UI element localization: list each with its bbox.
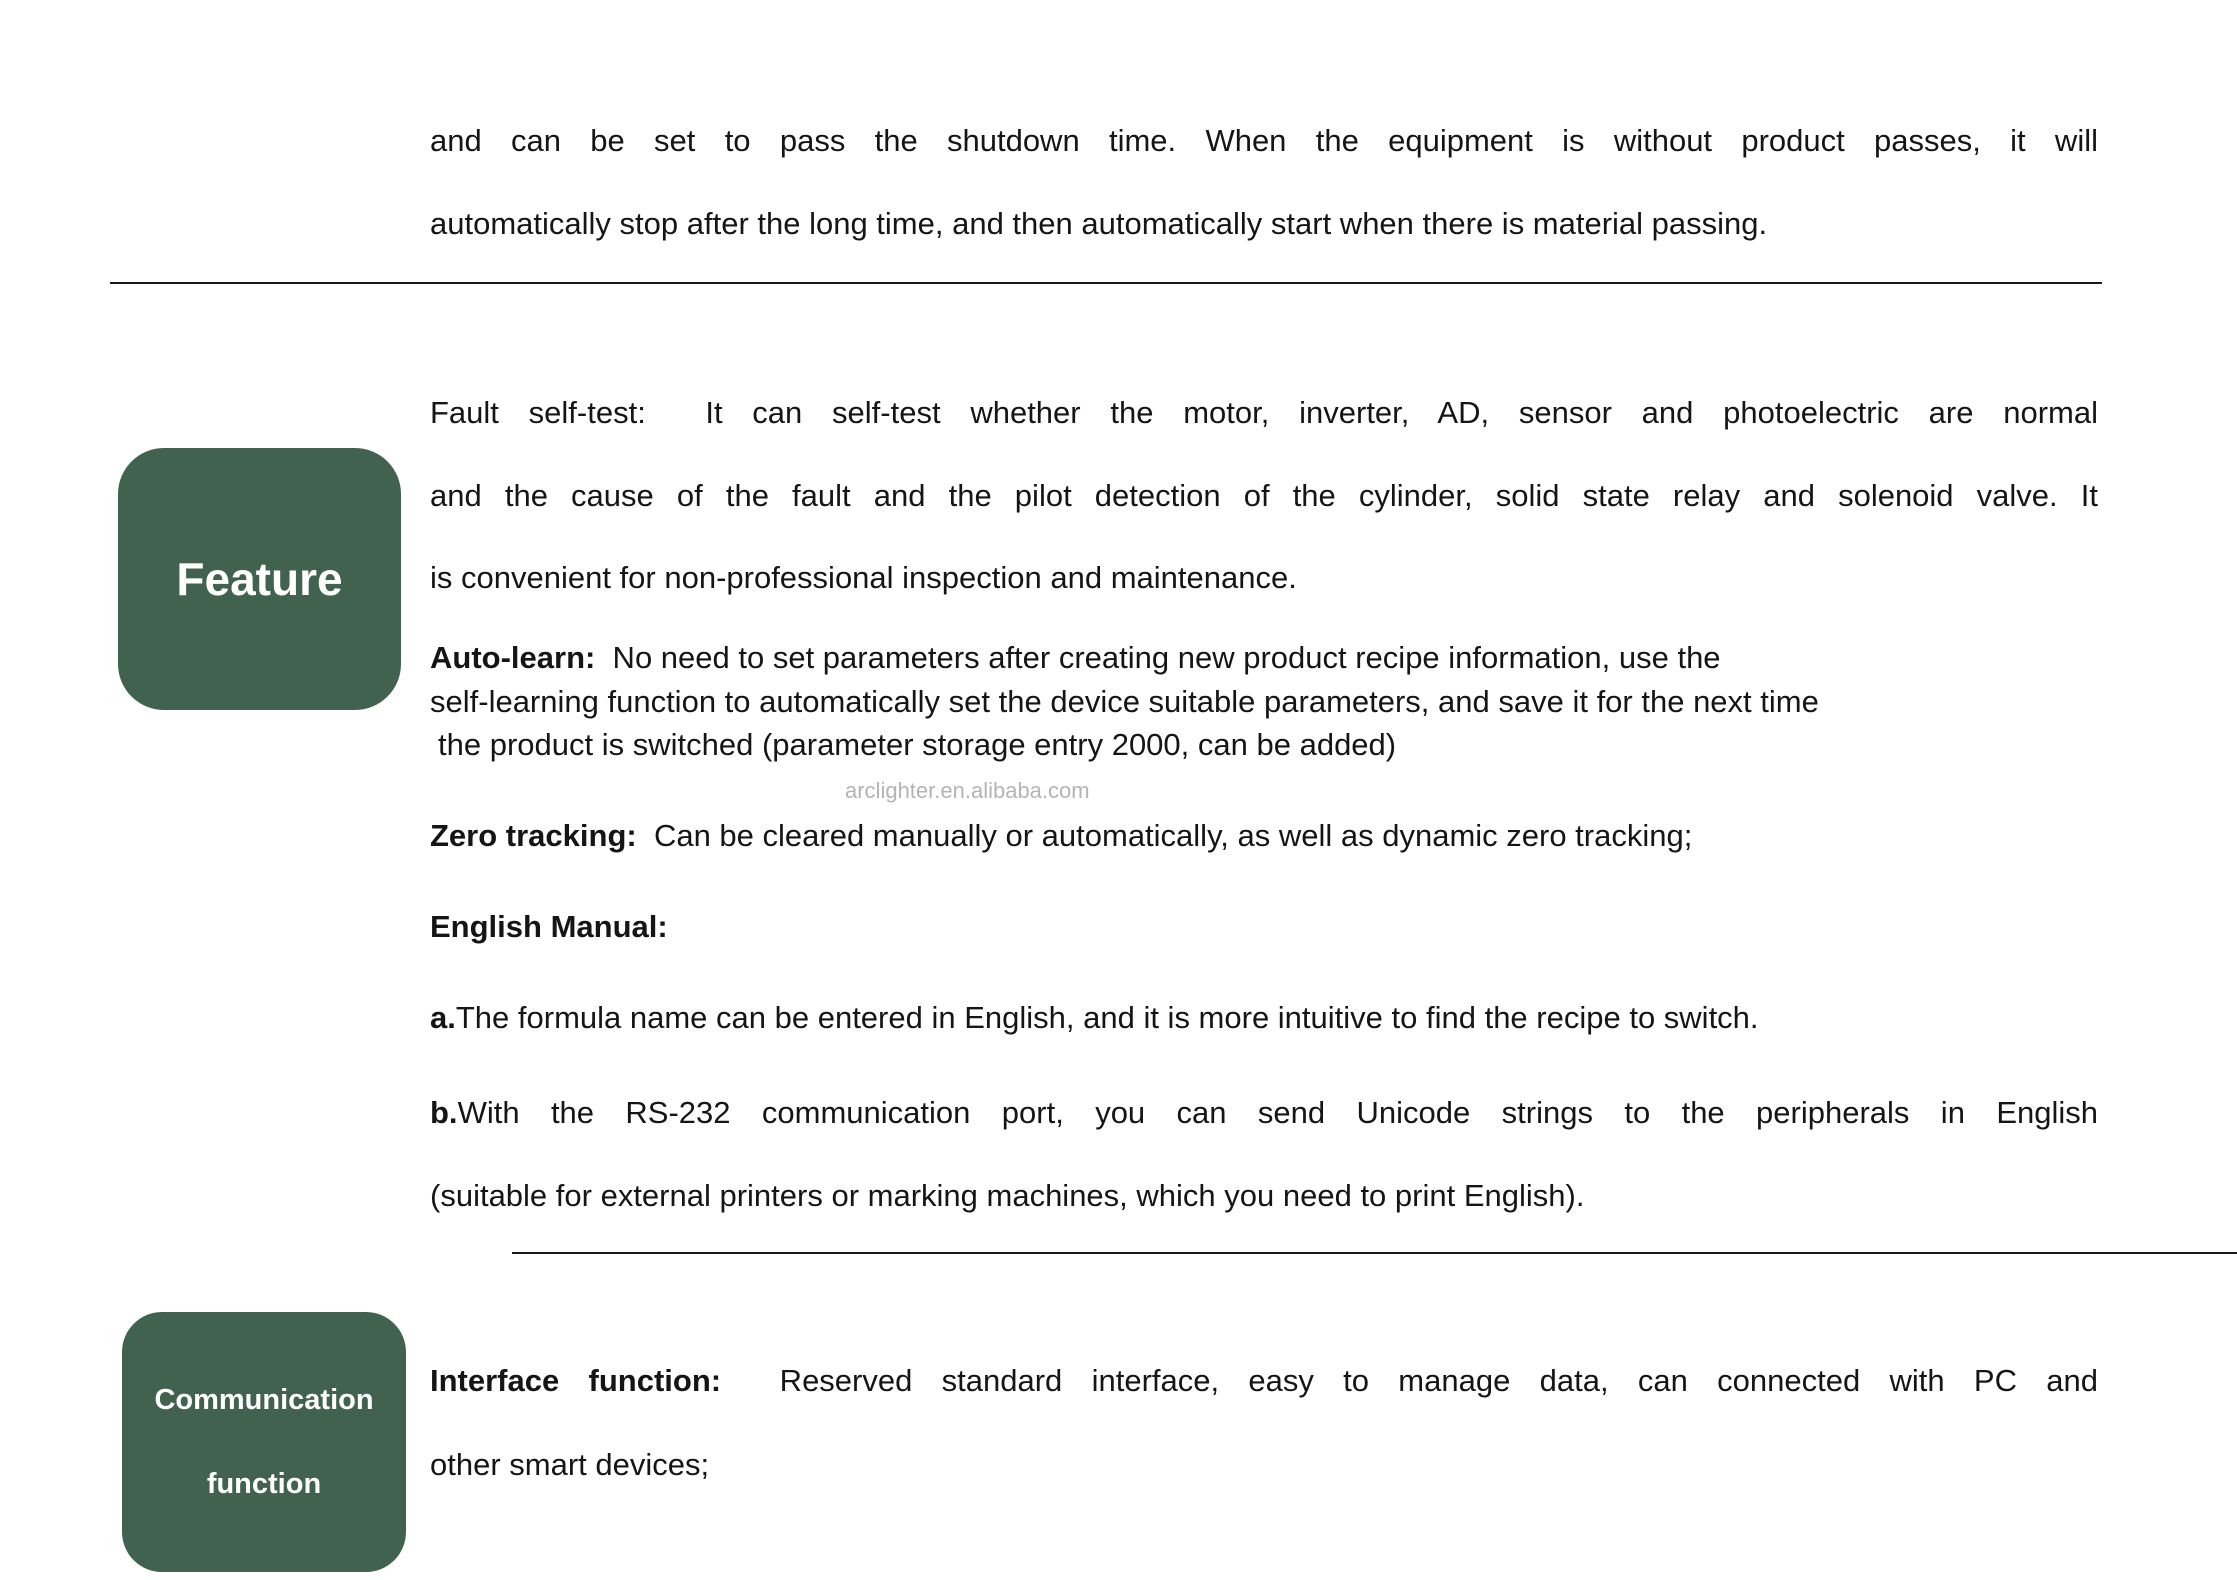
auto-learn-line-2 bbox=[430, 683, 2098, 720]
english-manual-heading: English Manual: bbox=[430, 909, 668, 944]
auto-learn-line-3 bbox=[438, 726, 2106, 763]
communication-tag-label-line-1: Communication bbox=[154, 1384, 374, 1416]
intro-text-2: automatically stop after the long time, and then automatically start when there is material passing. bbox=[430, 206, 1768, 241]
item-b-marker: b. bbox=[430, 1095, 458, 1130]
auto-learn-line-1 bbox=[430, 639, 2098, 676]
separator-line-bottom bbox=[512, 1252, 2237, 1254]
item-b-text-1: With the RS-232 communication port, you can send Unicode strings to the peripherals in English bbox=[457, 1095, 2098, 1130]
item-a-text: The formula name can be entered in English, and it is more intuitive to find the recipe to switch. bbox=[455, 1000, 1759, 1035]
english-manual-heading-line bbox=[430, 908, 2098, 945]
interface-function-text-2: other smart devices; bbox=[430, 1447, 710, 1482]
item-b-text-2: (suitable for external printers or marking machines, which you need to print English). bbox=[430, 1178, 1585, 1213]
feature-tag-label: Feature bbox=[176, 553, 343, 605]
interface-function-text-1: Reserved standard interface, easy to manage data, can connected with PC and bbox=[721, 1363, 2098, 1398]
watermark: arclighter.en.alibaba.com bbox=[845, 778, 1090, 803]
intro-line-2 bbox=[430, 205, 2098, 242]
fault-selftest-text-2: and the cause of the fault and the pilot detection of the cylinder, solid state relay and solenoid valve. It bbox=[430, 478, 2098, 513]
fault-selftest-text-3: is convenient for non-professional inspection and maintenance. bbox=[430, 560, 1297, 595]
auto-learn-heading: Auto-learn: bbox=[430, 640, 596, 675]
communication-tag-label-line-2: function bbox=[206, 1468, 322, 1500]
interface-function-line-1 bbox=[430, 1362, 2098, 1399]
fault-selftest-line-3 bbox=[430, 559, 2098, 596]
zero-tracking-line bbox=[430, 817, 2098, 854]
manual-item-a-line bbox=[430, 999, 2098, 1036]
auto-learn-text-1: No need to set parameters after creating new product recipe information, use the bbox=[595, 640, 1721, 675]
auto-learn-text-3: the product is switched (parameter storage entry 2000, can be added) bbox=[438, 727, 1397, 762]
item-a-marker: a. bbox=[430, 1000, 456, 1035]
interface-function-heading: Interface function: bbox=[430, 1363, 722, 1398]
fault-selftest-text-1: Fault self-test: It can self-test whether the motor, inverter, AD, sensor and photoelectric are normal bbox=[430, 395, 2098, 430]
fault-selftest-line-2 bbox=[430, 477, 2098, 514]
intro-text-1: and can be set to pass the shutdown time. When the equipment is without product passes, it will bbox=[430, 123, 2098, 158]
separator-line-top bbox=[110, 282, 2102, 284]
interface-function-line-2 bbox=[430, 1446, 2098, 1483]
auto-learn-text-2: self-learning function to automatically set the device suitable parameters, and save it for the next time bbox=[430, 684, 1819, 719]
fault-selftest-line-1 bbox=[430, 394, 2098, 431]
manual-item-b-line-2 bbox=[430, 1177, 2098, 1214]
zero-tracking-heading: Zero tracking: bbox=[430, 818, 637, 853]
communication-function-tag bbox=[122, 1312, 406, 1572]
zero-tracking-text: Can be cleared manually or automatically, as well as dynamic zero tracking; bbox=[636, 818, 1693, 853]
feature-tag bbox=[118, 448, 401, 710]
intro-line-1 bbox=[430, 122, 2098, 159]
manual-item-b-line-1 bbox=[430, 1094, 2098, 1131]
